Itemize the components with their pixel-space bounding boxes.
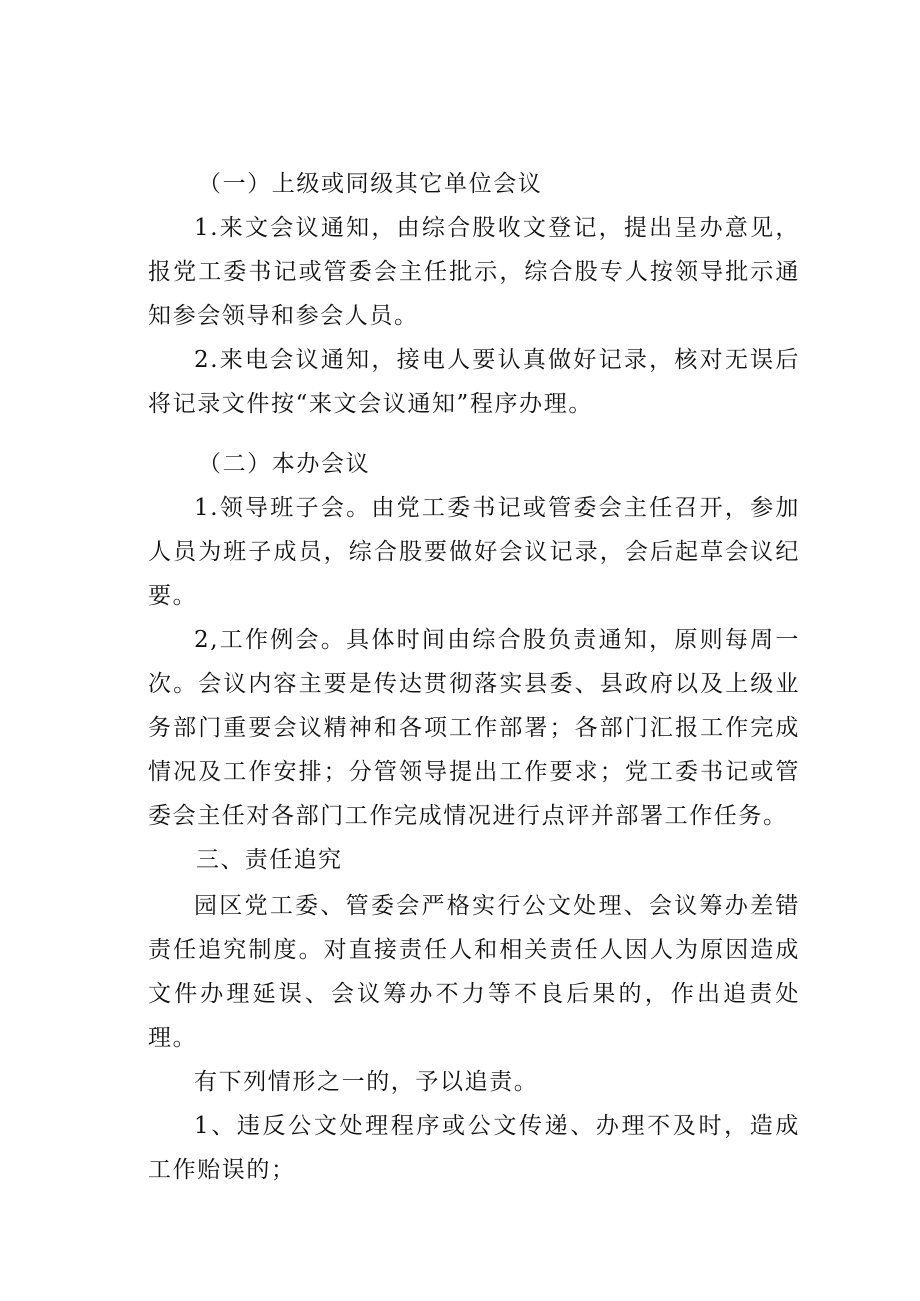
paragraph-accountability-cases: 有下列情形之一的，予以追责。: [194, 1069, 539, 1095]
paragraph-accountability-system: 园区党工委、管委会严格实行公文处理、会议筹办差错责任追究制度。对直接责任人和相关责任人因人为原因造成文件办理延误、会议筹办不力等不良后果的，作出追责处理。: [148, 893, 800, 1051]
section-heading-superior-meetings: （一）上级或同级其它单位会议: [198, 171, 543, 197]
section-spacer: [148, 426, 800, 442]
paragraph-regular-meeting: 2,工作例会。具体时间由综合股负责通知，原则每周一次。会议内容主要是传达贯彻落实县委、县政府以及上级业务部门重要会议精神和各项工作部署；各部门汇报工作完成情况及工作安排；分管领导提出工作要求；党工委书记或管委会主任对各部门工作完成情况进行点评并部署工作任务。: [148, 627, 800, 829]
section-heading-accountability: 三、责任追究: [196, 847, 343, 873]
paragraph-leadership-meeting: 1.领导班子会。由党工委书记或管委会主任召开，参加人员为班子成员，综合股要做好会议记录，会后起草会议纪要。: [148, 495, 800, 609]
document-body: [148, 162, 800, 1192]
paragraph-written-notice: 1.来文会议通知，由综合股收文登记，提出呈办意见，报党工委书记或管委会主任批示，综合股专人按领导批示通知参会领导和参会人员。: [148, 215, 800, 329]
section-heading-office-meetings: （二）本办会议: [198, 451, 371, 477]
paragraph-phone-notice: 2.来电会议通知，接电人要认真做好记录，核对无误后将记录文件按“来文会议通知”程序办理。: [148, 347, 800, 417]
paragraph-case-1: 1、违反公文处理程序或公文传递、办理不及时，造成工作贻误的；: [148, 1113, 800, 1183]
